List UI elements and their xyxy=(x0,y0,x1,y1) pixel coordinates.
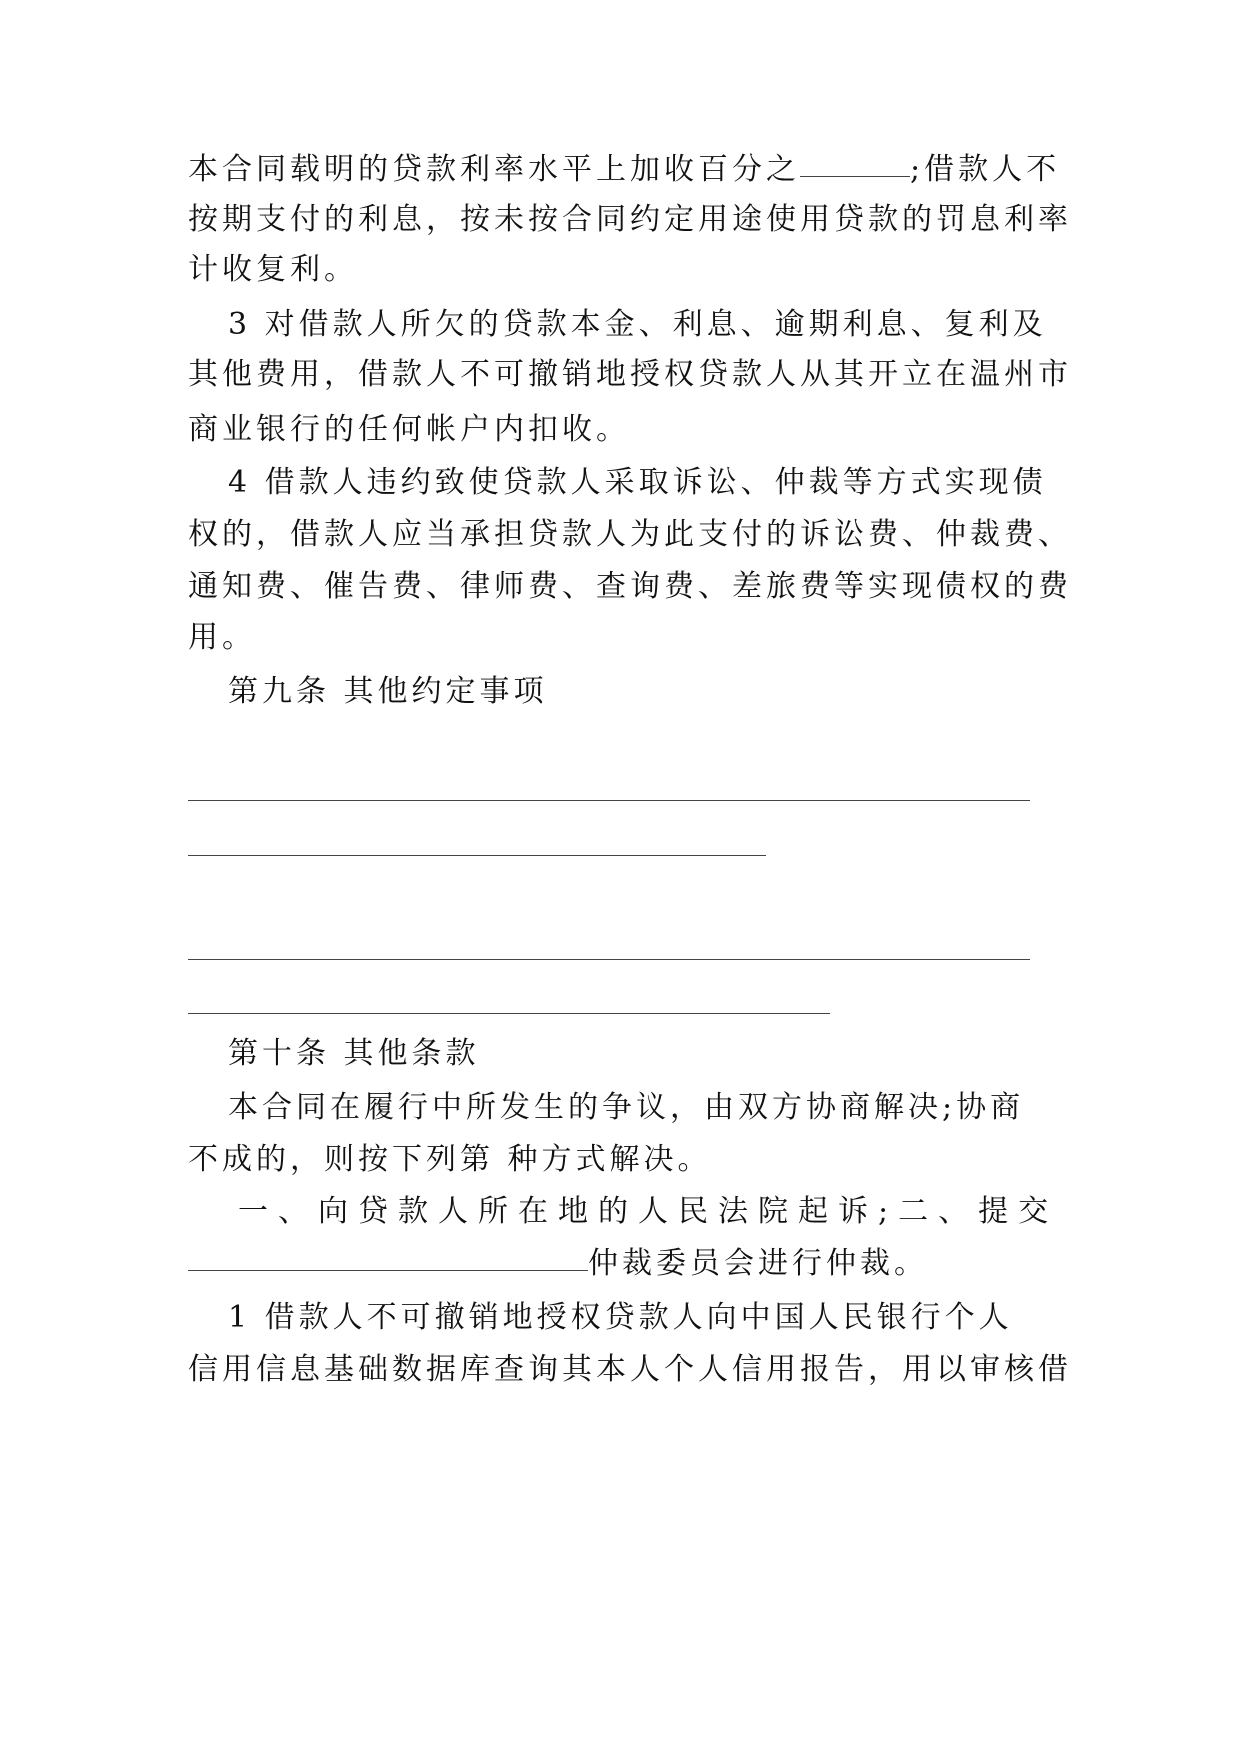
para4-line3: 通知费、催告费、律师费、查询费、差旅费等实现债权的费 xyxy=(188,569,1072,604)
para4-line2: 权的，借款人应当承担贷款人为此支付的诉讼费、仲裁费、 xyxy=(188,517,1072,552)
rate-blank xyxy=(800,176,910,177)
credit-line1: 1 借款人不可撤销地授权贷款人向中国人民银行个人 xyxy=(228,1300,1013,1335)
para4-line4: 用。 xyxy=(188,620,256,655)
para1-line3: 计收复利。 xyxy=(188,252,358,287)
fill-line-3 xyxy=(188,959,1030,960)
para3-line3: 商业银行的任何帐户内扣收。 xyxy=(188,412,630,447)
para1-line1-text: 本合同载明的贷款利率水平上加收百分之 xyxy=(188,152,800,187)
credit-line2: 信用信息基础数据库查询其本人个人信用报告，用以审核借 xyxy=(188,1352,1072,1387)
fill-line-1 xyxy=(188,800,1030,801)
article9-heading: 第九条 其他约定事项 xyxy=(228,674,548,709)
para1-line2: 按期支付的利息，按未按合同约定用途使用贷款的罚息利率 xyxy=(188,202,1072,237)
article10-heading: 第十条 其他条款 xyxy=(228,1036,480,1071)
para1-line1 xyxy=(188,150,1060,190)
options-line2 xyxy=(188,1244,928,1284)
para3-line2: 其他费用，借款人不可撤销地授权贷款人从其开立在温州市 xyxy=(188,357,1072,392)
para3-line1: 3 对借款人所欠的贷款本金、利息、逾期利息、复利及 xyxy=(228,307,1047,342)
fill-line-2 xyxy=(188,855,766,856)
fill-line-4 xyxy=(188,1013,830,1014)
options-line2-text: 仲裁委员会进行仲裁。 xyxy=(588,1246,928,1281)
options-line1: 一、向贷款人所在地的人民法院起诉;二、提交 xyxy=(238,1194,1059,1229)
para1-line1-tail: ;借款人不 xyxy=(910,152,1061,187)
para4-line1: 4 借款人违约致使贷款人采取诉讼、仲裁等方式实现债 xyxy=(228,465,1047,500)
dispute-line1: 本合同在履行中所发生的争议，由双方协商解决;协商 xyxy=(228,1090,1025,1125)
arbitration-blank xyxy=(188,1270,588,1271)
dispute-line2: 不成的，则按下列第 种方式解决。 xyxy=(188,1142,712,1177)
